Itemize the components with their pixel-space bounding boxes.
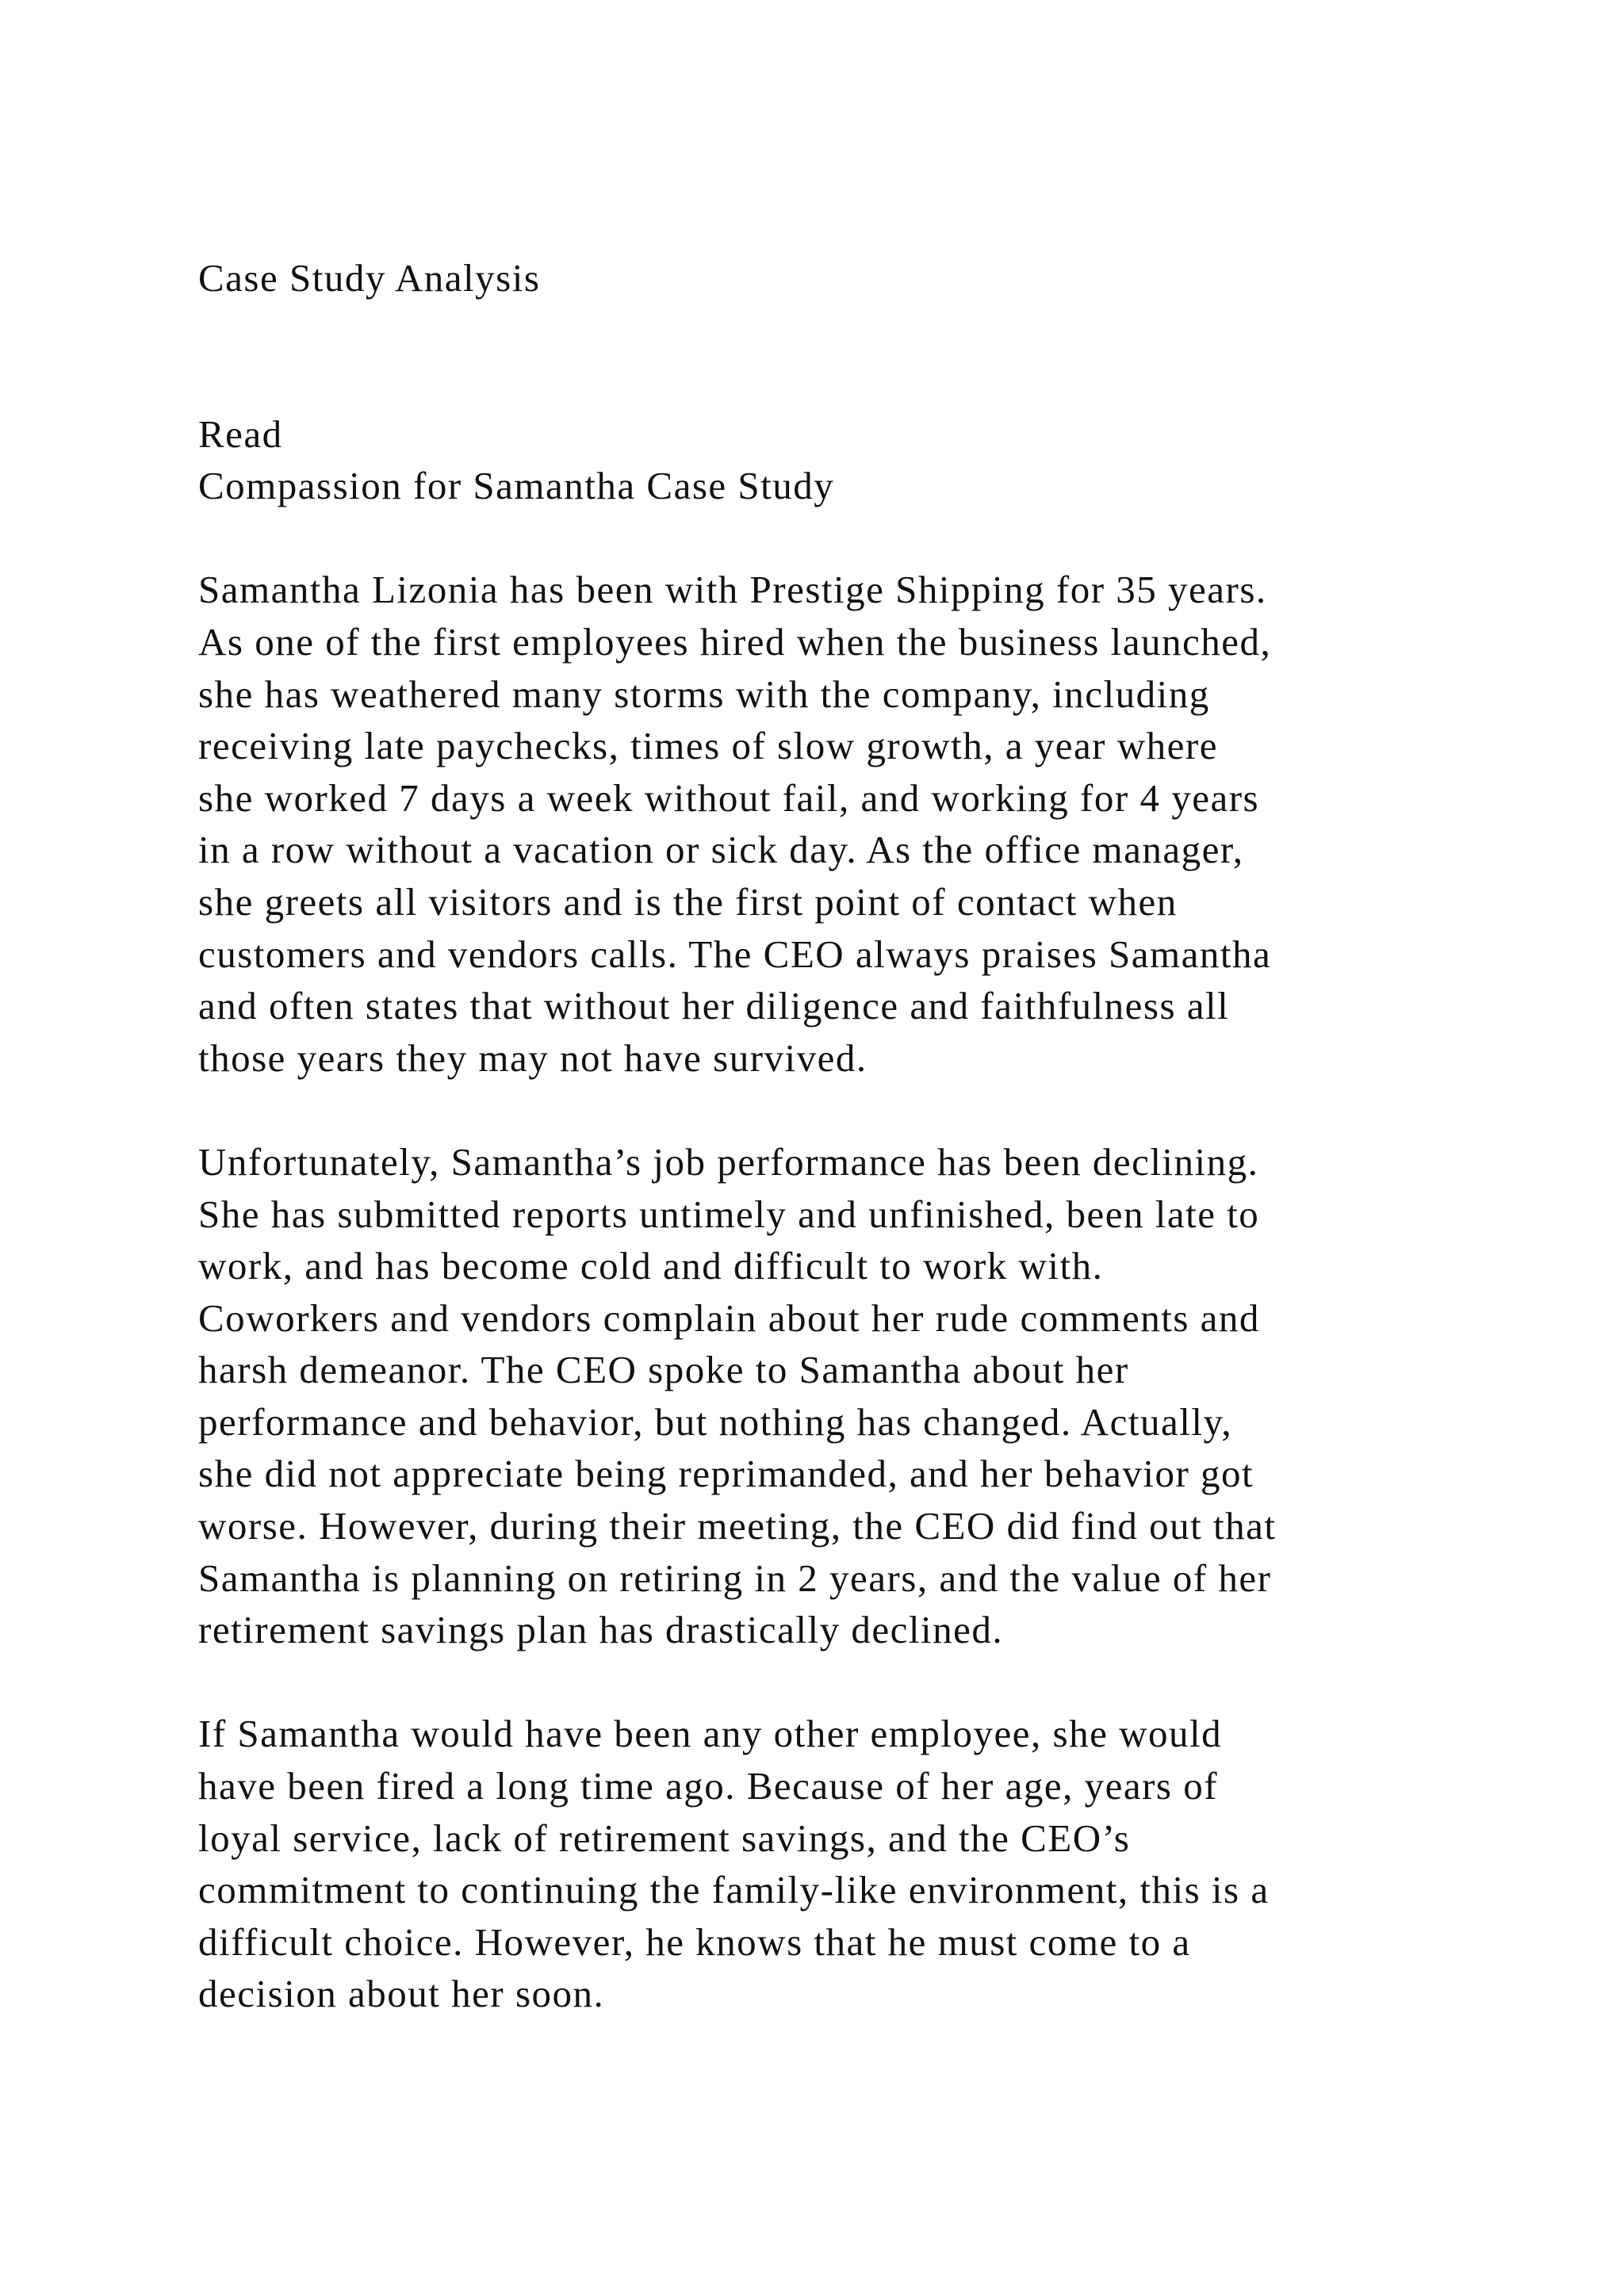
paragraph-2 [198,1136,1435,1656]
paragraph-line: difficult choice. However, he knows that he must come to a [198,1919,1191,1964]
spacer [198,304,1435,408]
paragraph-line: worse. However, during their meeting, the CEO did find out that [198,1504,1277,1548]
paragraph-line: As one of the first employees hired when the business launched, [198,619,1272,664]
paragraph-line: She has submitted reports untimely and unfinished, been late to [198,1192,1260,1236]
paragraph-1 [198,564,1435,1084]
paragraph-line: Samantha is planning on retiring in 2 years, and the value of her [198,1556,1272,1600]
paragraph-line: receiving late paychecks, times of slow growth, a year where [198,724,1218,768]
paragraph-line: work, and has become cold and difficult to work with. [198,1244,1104,1288]
spacer [198,512,1435,564]
paragraph-line: in a row without a vacation or sick day. As the office manager, [198,828,1244,872]
paragraph-line: commitment to continuing the family-like environment, this is a [198,1868,1270,1912]
paragraph-line: and often states that without her diligence and faithfulness all [198,984,1230,1028]
paragraph-line: performance and behavior, but nothing has changed. Actually, [198,1399,1233,1444]
spacer [198,1656,1435,1709]
paragraph-3 [198,1708,1435,2020]
paragraph-line: harsh demeanor. The CEO spoke to Samantha about her [198,1348,1129,1392]
paragraph-line: she has weathered many storms with the company, including [198,672,1210,716]
case-title: Compassion for Samantha Case Study [198,464,835,508]
paragraph-line: she did not appreciate being reprimanded, and her behavior got [198,1452,1254,1496]
paragraph-line: retirement savings plan has drastically declined. [198,1608,1004,1652]
paragraph-line: those years they may not have survived. [198,1035,868,1080]
paragraph-line: Unfortunately, Samantha’s job performance has been declining. [198,1139,1259,1184]
paragraph-line: Samantha Lizonia has been with Prestige Shipping for 35 years. [198,568,1267,612]
instruction-text: Read [198,411,283,456]
paragraph-line: have been fired a long time ago. Because of her age, years of [198,1764,1219,1808]
paragraph-line: decision about her soon. [198,1972,605,2016]
paragraph-line: she worked 7 days a week without fail, and working for 4 years [198,775,1260,820]
spacer [198,1084,1435,1136]
document-body [198,252,1435,2020]
paragraph-line: customers and vendors calls. The CEO always praises Samantha [198,932,1272,976]
paragraph-line: loyal service, lack of retirement savings, and the CEO’s [198,1816,1131,1860]
paragraph-line: she greets all visitors and is the first point of contact when [198,879,1178,924]
paragraph-line: If Samantha would have been any other employee, she would [198,1712,1223,1756]
paragraph-line: Coworkers and vendors complain about her rude comments and [198,1295,1260,1340]
document-title: Case Study Analysis [198,256,541,300]
